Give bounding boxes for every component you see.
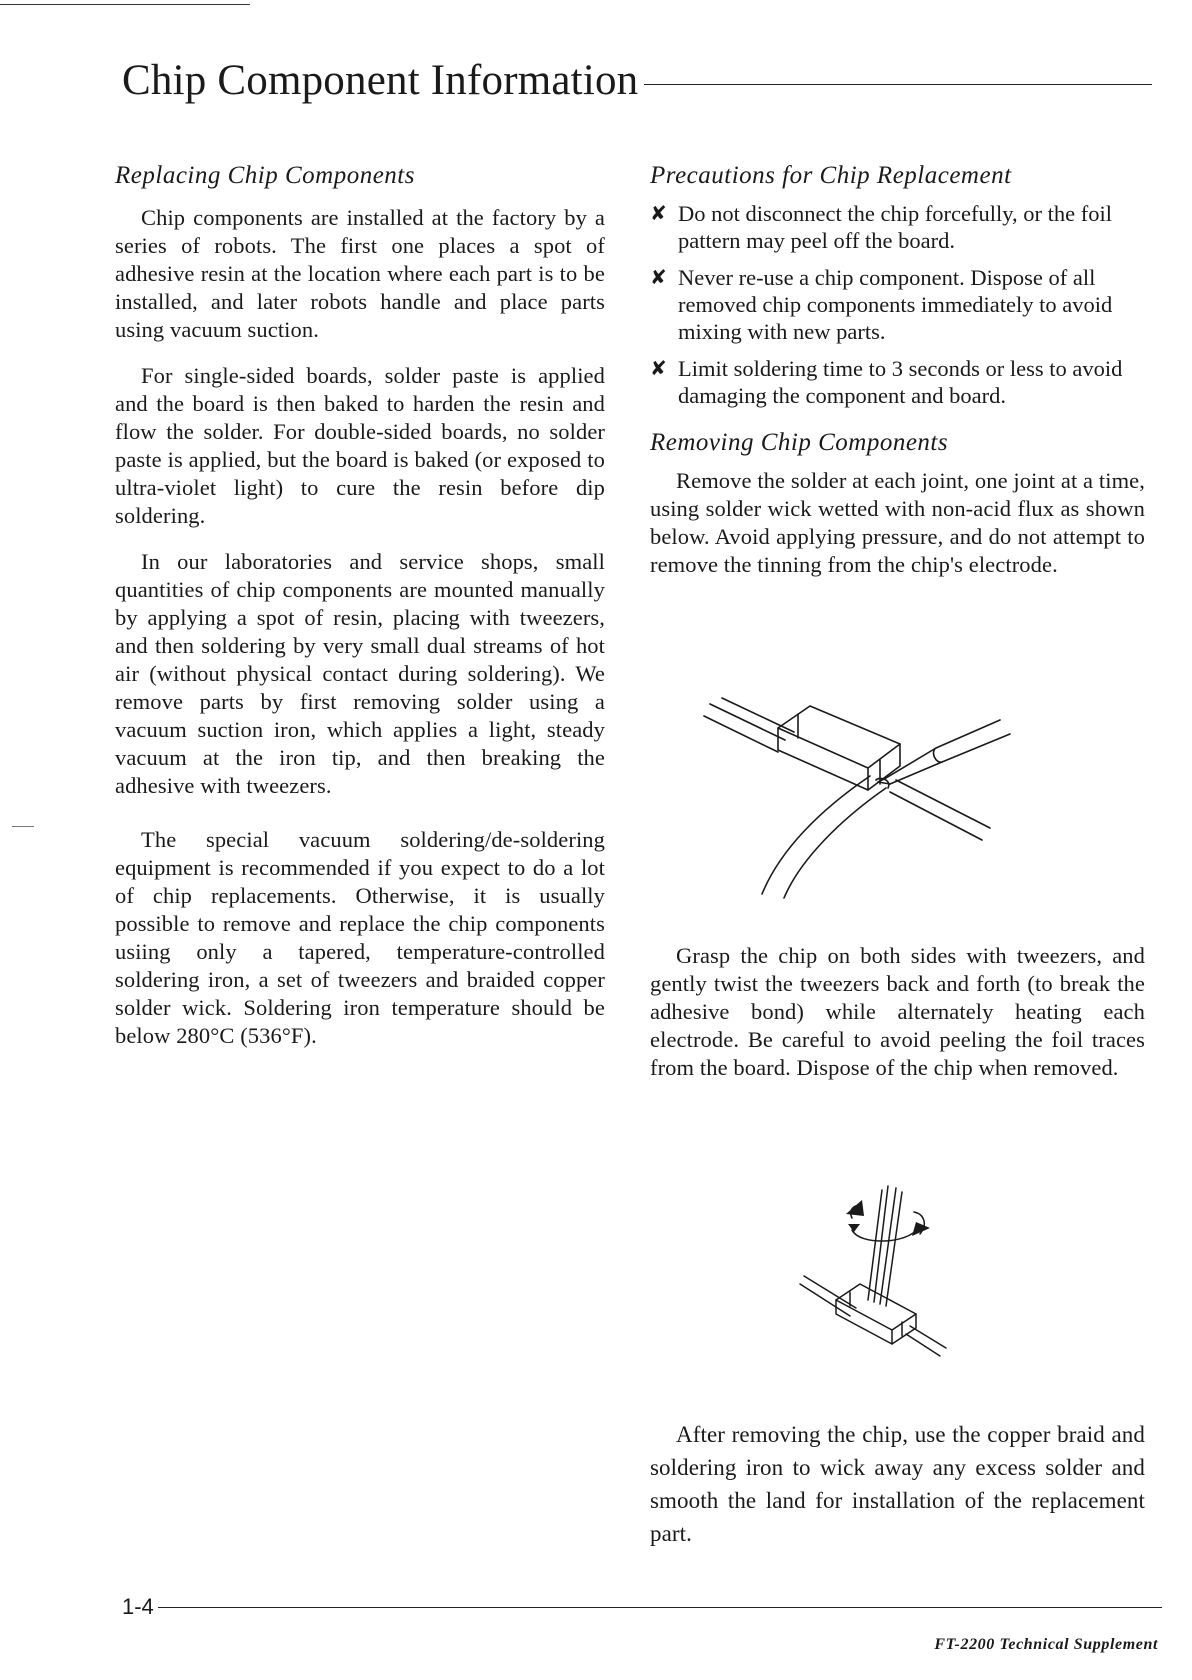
removing-heading: Removing Chip Components bbox=[650, 429, 949, 456]
paragraph-remove-solder: Remove the solder at each joint, one joint at a time, using solder wick wetted with non-acid flux as shown below. Avoid applying pressure, and do not attempt to remove the tinning from the chip's electrode. bbox=[650, 468, 1145, 577]
tweezers-twist-illustration bbox=[790, 1180, 1030, 1360]
precaution-text: Limit soldering time to 3 seconds or less to avoid damaging the component and board. bbox=[678, 356, 1123, 408]
replacing-heading: Replacing Chip Components bbox=[115, 162, 415, 189]
paragraph-laboratories: In our laboratories and service shops, small quantities of chip components are mounted manually by applying a spot of resin, placing with tweezers, and then soldering by very small dual streams of hot air (without physical contact during soldering). We remove parts by first removing solder using a vacuum suction iron, which applies a light, steady vacuum at the iron tip, and then breaking the adhesive with tweezers. bbox=[115, 549, 605, 798]
paragraph-boards: For single-sided boards, solder paste is applied and the board is then baked to harden the resin and flow the solder. For double-sided boards, no solder paste is applied, but the board is baked (or exposed to ultra-violet light) to cure the resin before dip soldering. bbox=[115, 363, 605, 528]
document-name: FT-2200 Technical Supplement bbox=[934, 1636, 1158, 1653]
paragraph-after: After removing the chip, use the copper braid and soldering iron to wick away any excess solder and smooth the land for installation of the replacement part. bbox=[650, 1422, 1145, 1546]
precaution-text: Never re-use a chip component. Dispose of all removed chip components immediately to avoid mixing with new parts. bbox=[678, 265, 1113, 344]
margin-mark bbox=[12, 826, 34, 827]
right-column bbox=[650, 162, 1145, 579]
footer-rule bbox=[158, 1607, 1162, 1608]
page-header bbox=[122, 50, 1152, 110]
precaution-item bbox=[650, 200, 1145, 254]
title-rule bbox=[644, 84, 1152, 85]
x-mark-icon: ✘ bbox=[650, 356, 667, 380]
paragraph-grasp: Grasp the chip on both sides with tweezers, and gently twist the tweezers back and forth (to break the adhesive bond) while alternately heating each electrode. Be careful to avoid peeling the foil traces from the board. Dispose of the chip when removed. bbox=[650, 943, 1145, 1080]
precautions-heading: Precautions for Chip Replacement bbox=[650, 162, 1012, 189]
precaution-text: Do not disconnect the chip forcefully, or the foil pattern may peel off the board. bbox=[678, 201, 1113, 253]
x-mark-icon: ✘ bbox=[650, 201, 667, 225]
after-block bbox=[650, 1418, 1145, 1550]
grasp-block bbox=[650, 942, 1145, 1082]
paragraph-factory: Chip components are installed at the factory by a series of robots. The first one places a spot of adhesive resin at the location where each part is to be installed, and later robots handle and place parts using vacuum suction. bbox=[115, 205, 605, 342]
left-column bbox=[115, 162, 605, 1068]
x-mark-icon: ✘ bbox=[650, 265, 667, 289]
precaution-item bbox=[650, 355, 1145, 409]
page-title: Chip Component Information bbox=[122, 56, 639, 104]
solder-wick-illustration bbox=[700, 680, 1100, 900]
page-number: 1-4 bbox=[122, 1594, 154, 1619]
precautions-list bbox=[650, 200, 1145, 409]
precaution-item bbox=[650, 264, 1145, 345]
paragraph-equipment: The special vacuum soldering/de-soldering equipment is recommended if you expect to do a lot of chip replacements. Otherwise, it is usually possible to remove and replace the chip components usiing only a tapered, temperature-controlled soldering iron, a set of tweezers and braided copper solder wick. Soldering iron temperature should be below 280°C (536°F). bbox=[115, 827, 605, 1048]
top-edge-rule bbox=[0, 4, 250, 5]
